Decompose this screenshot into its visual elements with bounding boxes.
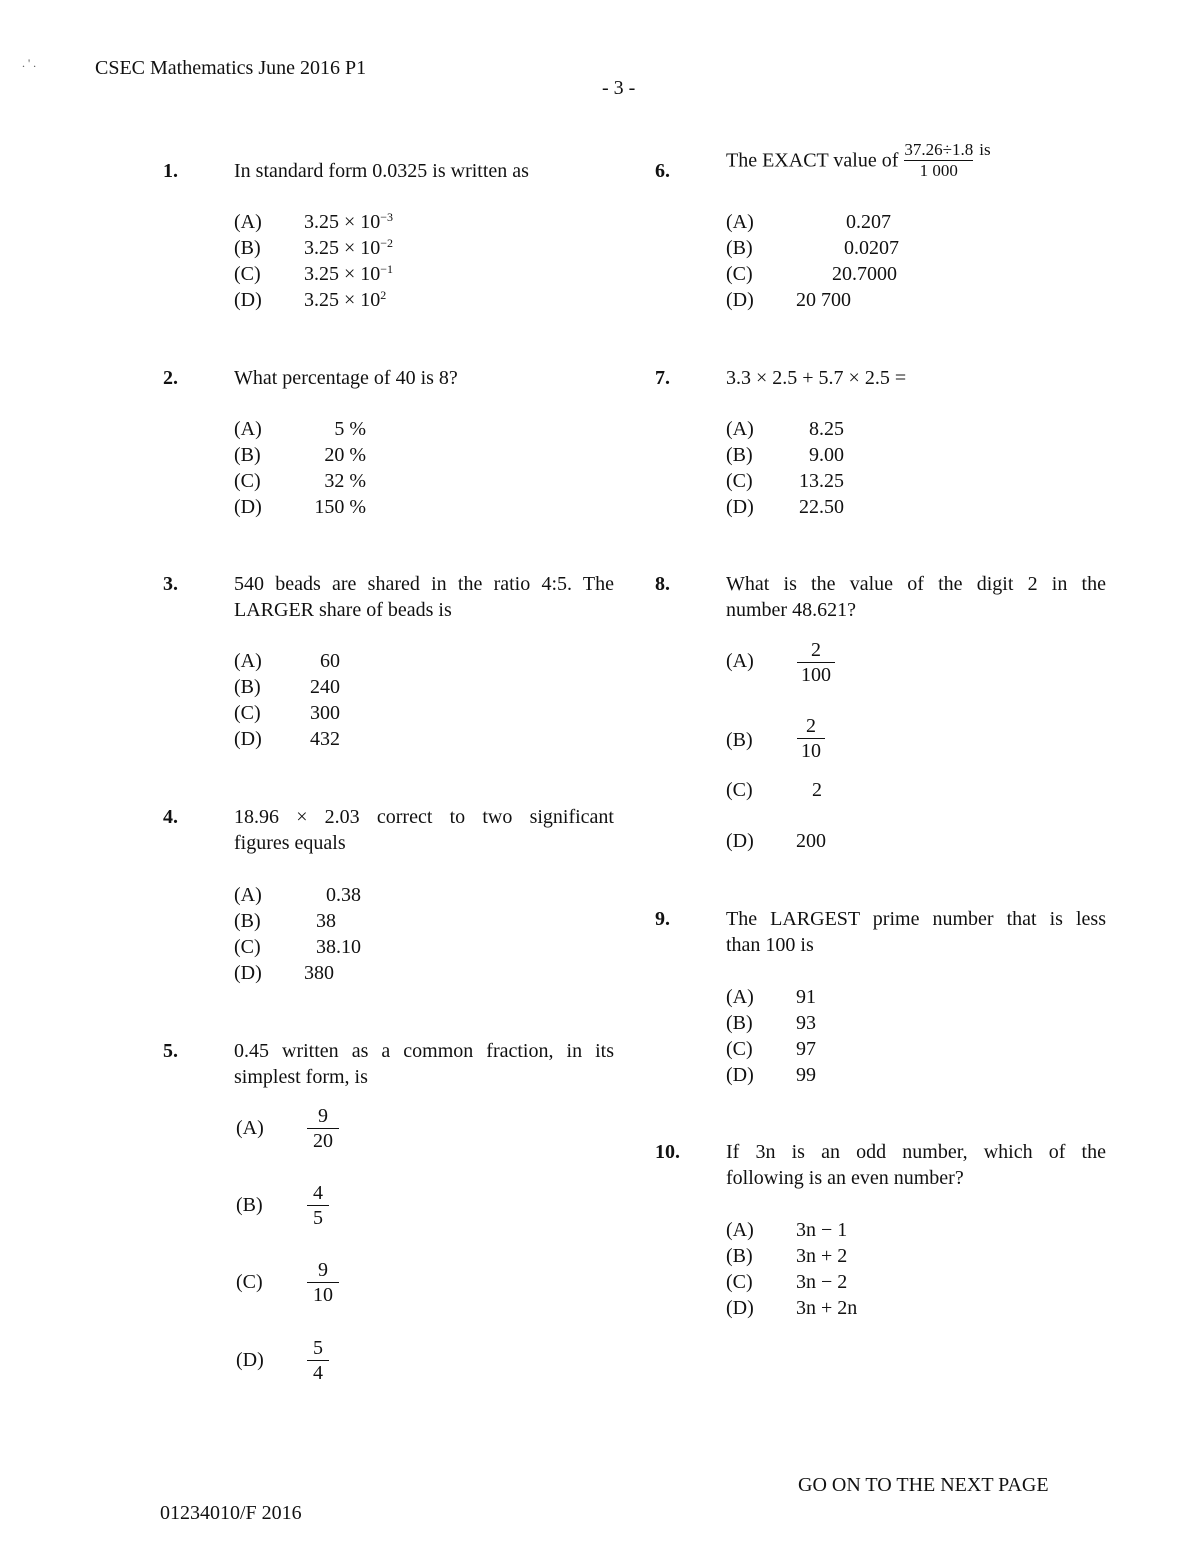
option-value: 200 — [796, 830, 826, 852]
option-b-fraction — [307, 1181, 329, 1230]
option-label: (D) — [234, 289, 262, 311]
option-label: (B) — [234, 444, 261, 466]
option-d — [726, 494, 844, 520]
option-value: 38 — [316, 910, 336, 932]
option-label: (C) — [726, 779, 753, 801]
option-label: (C) — [234, 470, 261, 492]
option-a — [234, 209, 393, 235]
question-text — [234, 1038, 614, 1090]
question-text — [726, 140, 991, 181]
fraction-numerator: 9 — [307, 1104, 339, 1129]
fraction-numerator: 4 — [307, 1181, 329, 1206]
option-d — [234, 960, 334, 986]
question-text-line: than 100 is — [726, 934, 814, 956]
option-c — [234, 468, 366, 494]
option-value: 60 — [320, 650, 340, 672]
fraction-denominator: 10 — [313, 1284, 333, 1306]
page-number: - 3 - — [602, 77, 636, 99]
option-value: 0.38 — [326, 884, 361, 906]
option-label: (D) — [234, 962, 262, 984]
option-value: 38.10 — [316, 936, 361, 958]
question-fraction — [904, 140, 973, 181]
question-text — [726, 1139, 1106, 1191]
option-d — [726, 1295, 857, 1321]
option-label: (C) — [234, 936, 261, 958]
option-value: 20.7000 — [832, 263, 897, 285]
option-label: (D) — [726, 496, 754, 518]
option-label: (A) — [726, 211, 754, 233]
option-label: (D) — [726, 1297, 754, 1319]
option-b — [726, 442, 844, 468]
option-value: 150 % — [314, 496, 366, 518]
option-a — [726, 416, 844, 442]
question-text-line: The LARGEST prime number that is less — [726, 908, 1106, 930]
question-text-line: figures equals — [234, 832, 346, 854]
fraction-denominator: 5 — [313, 1207, 323, 1229]
option-value: 380 — [304, 962, 334, 984]
option-b — [726, 1010, 816, 1036]
option-label: (D) — [234, 496, 262, 518]
option-c — [726, 468, 844, 494]
option-value: 93 — [796, 1012, 816, 1034]
option-value: 3n + 2 — [796, 1245, 848, 1267]
option-label: (C) — [726, 470, 753, 492]
question-text-after: is — [979, 140, 991, 159]
question-text-line: following is an even number? — [726, 1167, 964, 1189]
option-b — [726, 1243, 847, 1269]
option-label: (B) — [234, 910, 261, 932]
option-value: 3n + 2n — [796, 1297, 858, 1319]
question-text-line: simplest form, is — [234, 1066, 368, 1088]
option-value: 13.25 — [799, 470, 844, 492]
question-text-before: The EXACT value of — [726, 149, 899, 172]
option-label: (B) — [726, 1245, 753, 1267]
option-label: (B) — [726, 237, 753, 259]
question-number: 1. — [163, 160, 178, 182]
option-d — [234, 726, 340, 752]
option-label: (A) — [234, 884, 262, 906]
option-a — [234, 882, 361, 908]
question-text-line: number 48.621? — [726, 599, 856, 621]
question-number: 5. — [163, 1040, 178, 1062]
option-label: (B) — [236, 1194, 263, 1216]
fraction-numerator: 37.26÷1.8 — [904, 140, 974, 159]
option-label: (B) — [726, 729, 753, 751]
option-label: (A) — [234, 418, 262, 440]
option-d — [726, 1062, 816, 1088]
fraction-denominator: 100 — [801, 664, 831, 686]
question-text-line: What is the value of the digit 2 in the — [726, 573, 1106, 595]
option-exponent: 2 — [380, 288, 387, 302]
option-value: 3.25 × 10 — [304, 211, 381, 233]
option-label: (C) — [234, 263, 261, 285]
option-a — [234, 416, 366, 442]
option-d — [726, 828, 826, 854]
paper-code: 01234010/F 2016 — [160, 1502, 302, 1524]
fraction-denominator: 1 000 — [919, 161, 958, 180]
option-value: 0.0207 — [844, 237, 899, 259]
scan-marks: . ' . — [22, 56, 37, 70]
question-text — [234, 571, 614, 623]
option-c — [234, 261, 393, 287]
option-label: (C) — [236, 1271, 263, 1293]
option-b — [234, 908, 336, 934]
option-c — [726, 1269, 847, 1295]
question-text-line: 0.45 written as a common fraction, in its — [234, 1040, 614, 1062]
question-number: 7. — [655, 367, 670, 389]
option-b — [234, 442, 366, 468]
option-value: 97 — [796, 1038, 816, 1060]
option-d — [234, 494, 366, 520]
option-label: (A) — [236, 1117, 264, 1139]
option-a — [726, 984, 816, 1010]
question-text-line: 540 beads are shared in the ratio 4:5. The — [234, 573, 614, 595]
question-number: 8. — [655, 573, 670, 595]
option-label: (D) — [234, 728, 262, 750]
question-number: 10. — [655, 1141, 680, 1163]
option-value: 91 — [796, 986, 816, 1008]
fraction-denominator: 4 — [313, 1362, 323, 1384]
option-label: (A) — [726, 1219, 754, 1241]
option-value: 22.50 — [799, 496, 844, 518]
option-value: 2 — [812, 779, 822, 801]
option-value: 240 — [310, 676, 340, 698]
option-label: (B) — [726, 444, 753, 466]
option-label: (D) — [726, 1064, 754, 1086]
option-exponent: −1 — [380, 262, 394, 276]
question-number: 9. — [655, 908, 670, 930]
question-number: 2. — [163, 367, 178, 389]
question-text — [726, 571, 1106, 623]
question-text: In standard form 0.0325 is written as — [234, 160, 529, 182]
option-value: 20 % — [324, 444, 366, 466]
option-value: 3.25 × 10 — [304, 289, 381, 311]
option-label: (D) — [236, 1349, 264, 1371]
option-label: (C) — [726, 263, 753, 285]
option-d-fraction — [307, 1336, 329, 1385]
option-value: 99 — [796, 1064, 816, 1086]
question-number: 4. — [163, 806, 178, 828]
exam-title: CSEC Mathematics June 2016 P1 — [95, 57, 367, 79]
option-c — [726, 1036, 816, 1062]
option-value: 0.207 — [846, 211, 891, 233]
fraction-numerator: 2 — [797, 638, 835, 663]
option-a — [726, 1217, 847, 1243]
option-c — [234, 934, 361, 960]
option-c-fraction — [307, 1258, 339, 1307]
option-value: 3n − 1 — [796, 1219, 848, 1241]
option-label: (A) — [726, 986, 754, 1008]
option-a — [726, 209, 891, 235]
fraction-denominator: 10 — [801, 740, 821, 762]
option-label: (A) — [234, 650, 262, 672]
fraction-numerator: 9 — [307, 1258, 339, 1283]
option-value: 3.25 × 10 — [304, 237, 381, 259]
option-b-fraction — [797, 714, 825, 763]
option-d — [234, 287, 386, 313]
question-text-line: 18.96 × 2.03 correct to two significant — [234, 806, 614, 828]
option-value: 3n − 2 — [796, 1271, 848, 1293]
question-text-line: If 3n is an odd number, which of the — [726, 1141, 1106, 1163]
question-number: 3. — [163, 573, 178, 595]
option-c — [726, 261, 897, 287]
option-value: 300 — [310, 702, 340, 724]
option-label: (D) — [726, 289, 754, 311]
option-label: (D) — [726, 830, 754, 852]
option-exponent: −2 — [380, 236, 394, 250]
option-value: 5 % — [334, 418, 366, 440]
option-d — [726, 287, 851, 313]
question-text: 3.3 × 2.5 + 5.7 × 2.5 = — [726, 367, 907, 389]
option-value: 20 700 — [796, 289, 851, 311]
option-a-fraction — [797, 638, 835, 687]
option-value: 32 % — [324, 470, 366, 492]
option-label: (A) — [726, 650, 754, 672]
option-a — [234, 648, 340, 674]
question-text — [726, 906, 1106, 958]
option-value: 432 — [310, 728, 340, 750]
option-label: (C) — [726, 1271, 753, 1293]
option-exponent: −3 — [380, 210, 394, 224]
option-label: (A) — [726, 418, 754, 440]
fraction-numerator: 5 — [307, 1336, 329, 1361]
fraction-numerator: 2 — [797, 714, 825, 739]
option-label: (A) — [234, 211, 262, 233]
fraction-denominator: 20 — [313, 1130, 333, 1152]
question-number: 6. — [655, 160, 670, 182]
option-a-fraction — [307, 1104, 339, 1153]
option-b — [726, 235, 899, 261]
option-label: (B) — [234, 676, 261, 698]
option-value: 3.25 × 10 — [304, 263, 381, 285]
option-value: 8.25 — [809, 418, 844, 440]
option-value: 9.00 — [809, 444, 844, 466]
option-c — [726, 777, 822, 803]
next-page-note: GO ON TO THE NEXT PAGE — [798, 1474, 1049, 1496]
question-text — [234, 804, 614, 856]
option-label: (C) — [234, 702, 261, 724]
option-label: (B) — [726, 1012, 753, 1034]
option-b — [234, 674, 340, 700]
option-label: (C) — [726, 1038, 753, 1060]
option-label: (B) — [234, 237, 261, 259]
question-text-line: LARGER share of beads is — [234, 599, 452, 621]
option-c — [234, 700, 340, 726]
option-b — [234, 235, 393, 261]
question-text: What percentage of 40 is 8? — [234, 367, 458, 389]
